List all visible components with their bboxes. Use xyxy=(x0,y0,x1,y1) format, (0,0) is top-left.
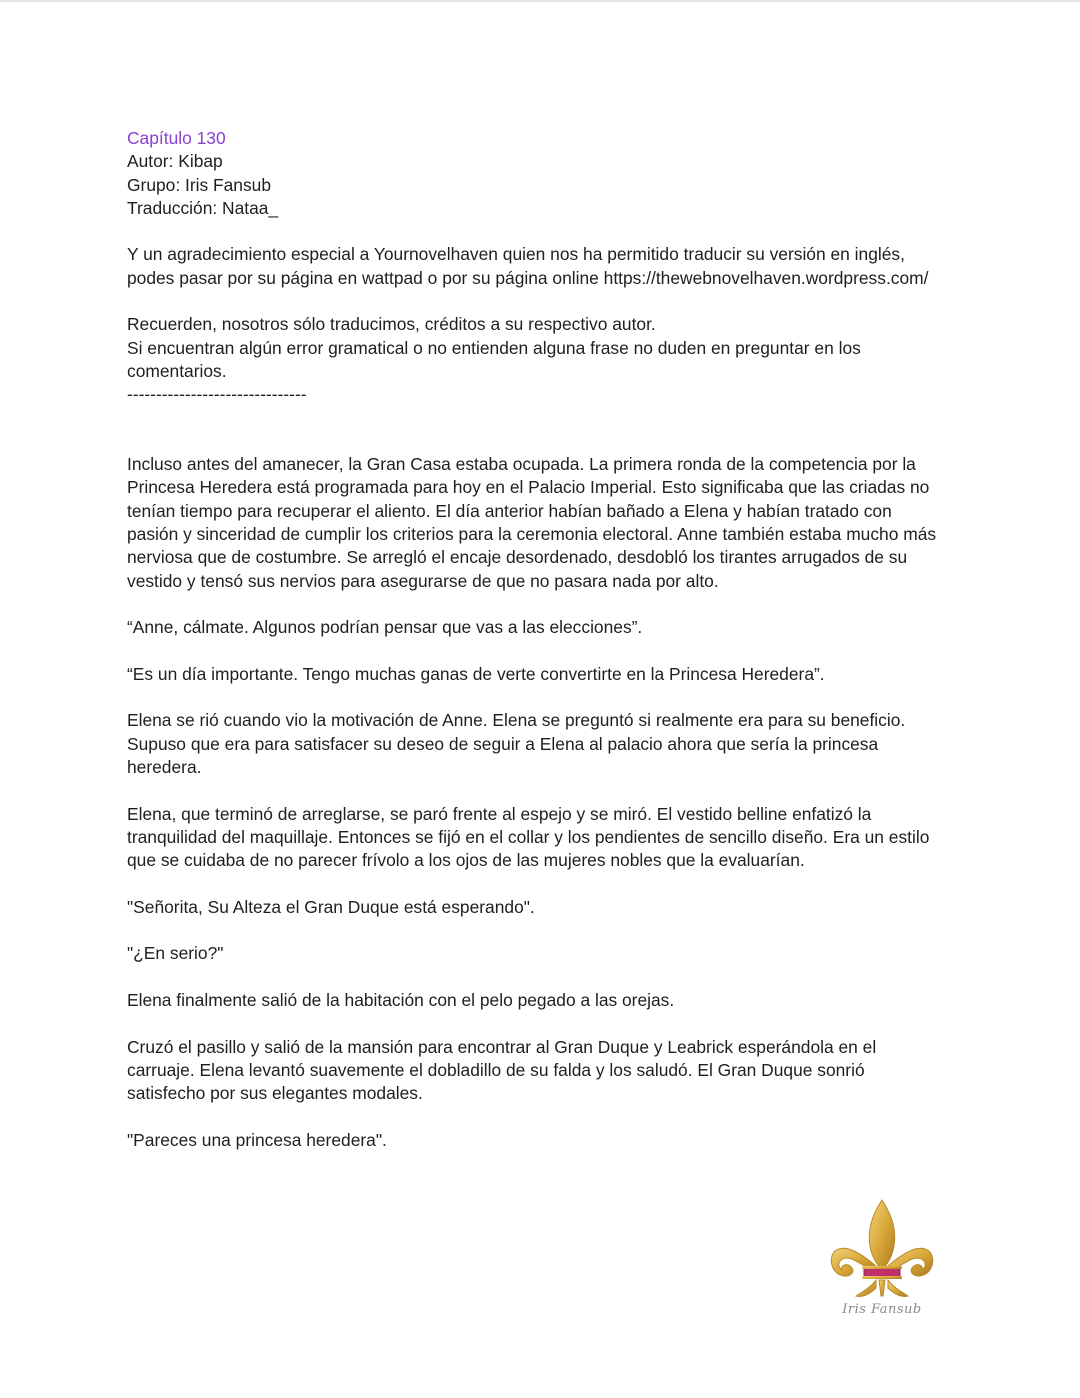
story-paragraph xyxy=(127,989,957,1012)
watermark-signature: Iris Fansub xyxy=(842,1302,922,1317)
story-paragraph xyxy=(127,453,957,593)
text-line: nerviosa que de costumbre. Se arregló el encaje desordenado, desdobló los tirantes arrugados de su xyxy=(127,547,908,568)
text-line: pasión y sinceridad de cumplir los criterios para la ceremonia electoral. Anne también estaba mucho más xyxy=(127,524,937,545)
thanks-paragraph xyxy=(127,243,957,290)
text-line: Elena, que terminó de arreglarse, se paró frente al espejo y se miró. El vestido belline enfatizó la xyxy=(127,803,872,824)
notice-line: Si encuentran algún error gramatical o no entienden alguna frase no duden en preguntar en los xyxy=(127,337,861,358)
dialogue-paragraph xyxy=(127,896,957,919)
thanks-line: podes pasar por su página en wattpad o por su página online https://thewebnovelhaven.wordpress.com/ xyxy=(127,267,929,288)
thanks-line: Y un agradecimiento especial a Yournovelhaven quien nos ha permitido traducir su versión en inglés, xyxy=(127,244,905,265)
chapter-header xyxy=(127,127,957,220)
text-line: Princesa Heredera está programada para hoy en el Palacio Imperial. Esto significaba que las criadas no xyxy=(127,477,930,498)
text-line: que se cuidaba de no parecer frívolo a los ojos de las mujeres nobles que la evaluarían. xyxy=(127,850,805,871)
text-line: vestido y tensó sus nervios para asegurarse de que no pasara nada por alto. xyxy=(127,570,719,591)
text-line: tenían tiempo para recuperar el aliento. El día anterior habían bañado a Elena y habían tratado con xyxy=(127,500,892,521)
text-line: “Es un día importante. Tengo muchas ganas de verte convertirte en la Princesa Heredera”. xyxy=(127,663,825,684)
chapter-title: Capítulo 130 xyxy=(127,128,226,148)
text-line: Supuso que era para satisfacer su deseo de seguir a Elena al palacio ahora que sería la princesa xyxy=(127,733,879,754)
story-paragraph xyxy=(127,1036,957,1106)
document-body xyxy=(127,127,957,1152)
dialogue-paragraph xyxy=(127,942,957,965)
text-line: "Señorita, Su Alteza el Gran Duque está esperando". xyxy=(127,896,535,917)
text-line: carruaje. Elena levantó suavemente el dobladillo de su falda y los saludó. El Gran Duque sonrió xyxy=(127,1059,865,1080)
separator-line: ------------------------------- xyxy=(127,384,307,405)
text-line: "Pareces una princesa heredera". xyxy=(127,1129,387,1150)
text-line: Cruzó el pasillo y salió de la mansión para encontrar al Gran Duque y Leabrick esperándola en el xyxy=(127,1036,877,1057)
text-line: “Anne, cálmate. Algunos podrían pensar que vas a las elecciones”. xyxy=(127,617,643,638)
page-top-border xyxy=(0,0,1080,2)
story-paragraph xyxy=(127,803,957,873)
translation-line: Traducción: Nataa_ xyxy=(127,197,279,218)
text-line: tranquilidad del maquillaje. Entonces se fijó en el collar y los pendientes de sencillo diseño. Era un estilo xyxy=(127,826,930,847)
dialogue-paragraph xyxy=(127,663,957,686)
author-line: Autor: Kibap xyxy=(127,151,223,172)
story-paragraph xyxy=(127,709,957,779)
text-line: Elena se rió cuando vio la motivación de Anne. Elena se preguntó si realmente era para su beneficio. xyxy=(127,710,906,731)
group-line: Grupo: Iris Fansub xyxy=(127,174,272,195)
text-line: "¿En serio?" xyxy=(127,943,224,964)
text-line: Elena finalmente salió de la habitación con el pelo pegado a las orejas. xyxy=(127,989,675,1010)
notice-line: Recuerden, nosotros sólo traducimos, créditos a su respectivo autor. xyxy=(127,314,656,335)
notice-paragraph xyxy=(127,313,957,406)
text-line: Incluso antes del amanecer, la Gran Casa estaba ocupada. La primera ronda de la competencia por la xyxy=(127,454,916,475)
dialogue-paragraph xyxy=(127,616,957,639)
notice-line: comentarios. xyxy=(127,360,227,381)
dialogue-paragraph xyxy=(127,1129,957,1152)
text-line: heredera. xyxy=(127,757,202,778)
text-line: satisfecho por sus elegantes modales. xyxy=(127,1083,423,1104)
